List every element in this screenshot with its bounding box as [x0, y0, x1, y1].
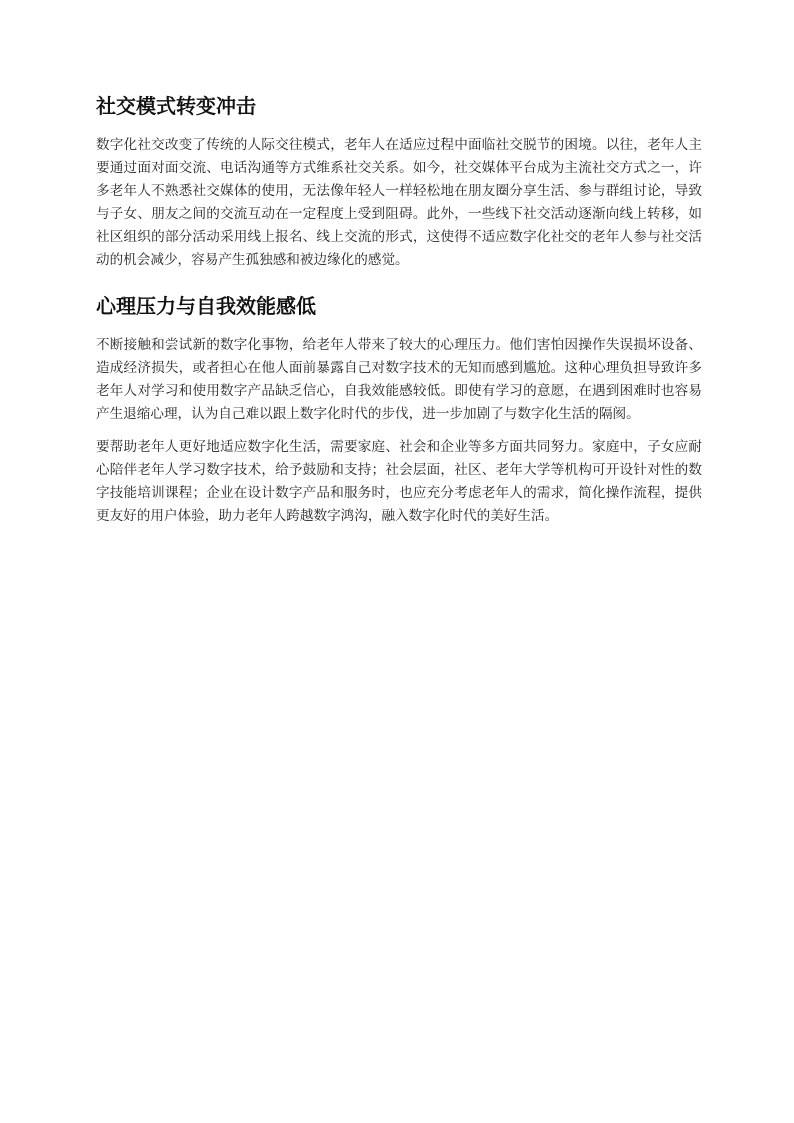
document-page [96, 92, 702, 538]
section-heading-social-mode: 社交模式转变冲击 [96, 94, 256, 118]
paragraph-psychological-pressure: 不断接触和尝试新的数字化事物，给老年人带来了较大的心理压力。他们害怕因操作失误损坏设备、造成经济损失，或者担心在他人面前暴露自己对数字技术的无知而感到尴尬。这种心理负担导致许多老年人对学习和使用数字产品缺乏信心，自我效能感较低。即使有学习的意愿，在遇到困难时也容易产生退缩心理，认为自己难以跟上数字化时代的步伐，进一步加剧了与数字化生活的隔阂。 [96, 337, 702, 422]
paragraph-conclusion: 要帮助老年人更好地适应数字化生活，需要家庭、社会和企业等多方面共同努力。家庭中，子女应耐心陪伴老年人学习数字技术，给予鼓励和支持；社会层面，社区、老年大学等机构可开设针对性的数字技能培训课程；企业在设计数字产品和服务时，也应充分考虑老年人的需求，简化操作流程，提供更友好的用户体验，助力老年人跨越数字鸿沟，融入数字化时代的美好生活。 [96, 439, 702, 524]
paragraph-social-mode: 数字化社交改变了传统的人际交往模式，老年人在适应过程中面临社交脱节的困境。以往，老年人主要通过面对面交流、电话沟通等方式维系社交关系。如今，社交媒体平台成为主流社交方式之一，许多老年人不熟悉社交媒体的使用，无法像年轻人一样轻松地在朋友圈分享生活、参与群组讨论，导致与子女、朋友之间的交流互动在一定程度上受到阻碍。此外，一些线下社交活动逐渐向线上转移，如社区组织的部分活动采用线上报名、线上交流的形式，这使得不适应数字化社交的老年人参与社交活动的机会减少，容易产生孤独感和被边缘化的感觉。 [96, 137, 702, 268]
section-heading-psychological-pressure: 心理压力与自我效能感低 [96, 294, 316, 318]
